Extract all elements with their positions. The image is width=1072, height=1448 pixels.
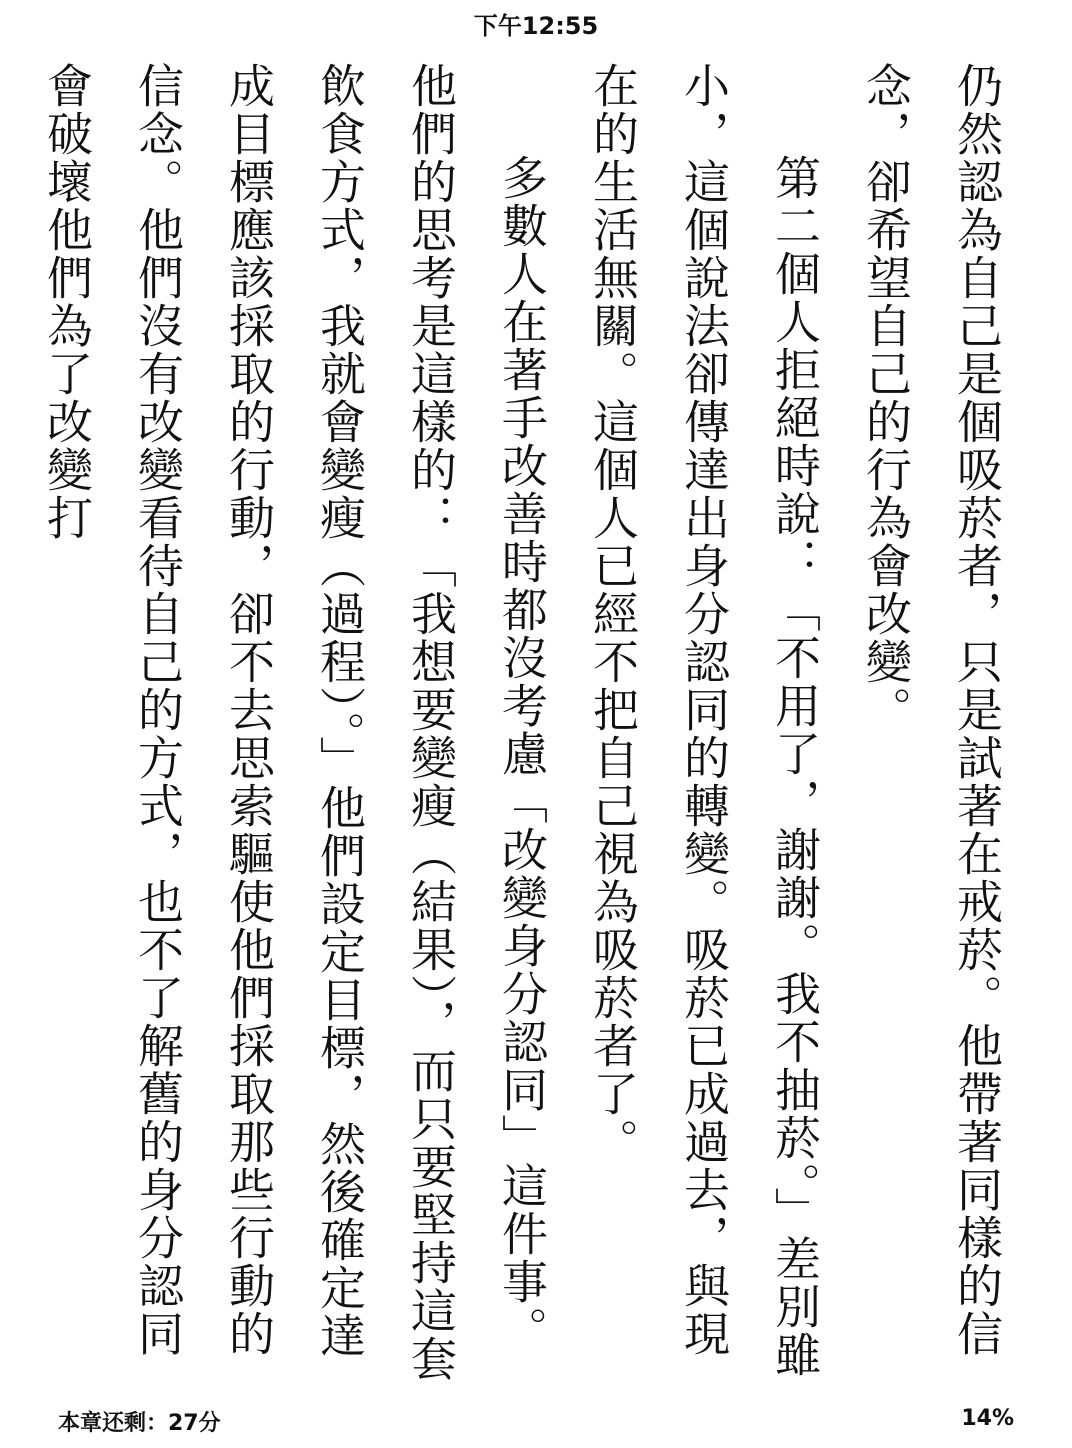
book-page-text[interactable] [40,62,1022,1397]
paragraph-3: 多數人在著手改善時都沒考慮「改變身分認同」這件事。他們的思考是這樣的：「我想要變瘦（結果），而只要堅持這套飲食方式，我就會變瘦（過程）。」他們設定目標，然後確定達成目標應該採取的行動，卻不去思索驅使他們採取那些行動的信念。他們沒有改變看待自己的方式，也不了解舊的身分認同會破壞他們為了改變打 [40,62,549,1383]
status-time: 下午12:55 [473,12,599,40]
reader-footer [0,1402,1072,1442]
paragraph-2: 第二個人拒絕時說：「不用了，謝謝。我不抽菸。」差別雖小，這個說法卻傳達出身分認同的轉變。吸菸已成過去，與現在的生活無關。這個人已經不把自己視為吸菸者了。 [586,62,822,1379]
chapter-time-remaining: 本章还剩：27分 [58,1411,221,1436]
paragraph-1: 仍然認為自己是個吸菸者，只是試著在戒菸。他帶著同樣的信念，卻希望自己的行為會改變。 [859,62,1004,1358]
reading-progress: 14% [961,1406,1014,1431]
